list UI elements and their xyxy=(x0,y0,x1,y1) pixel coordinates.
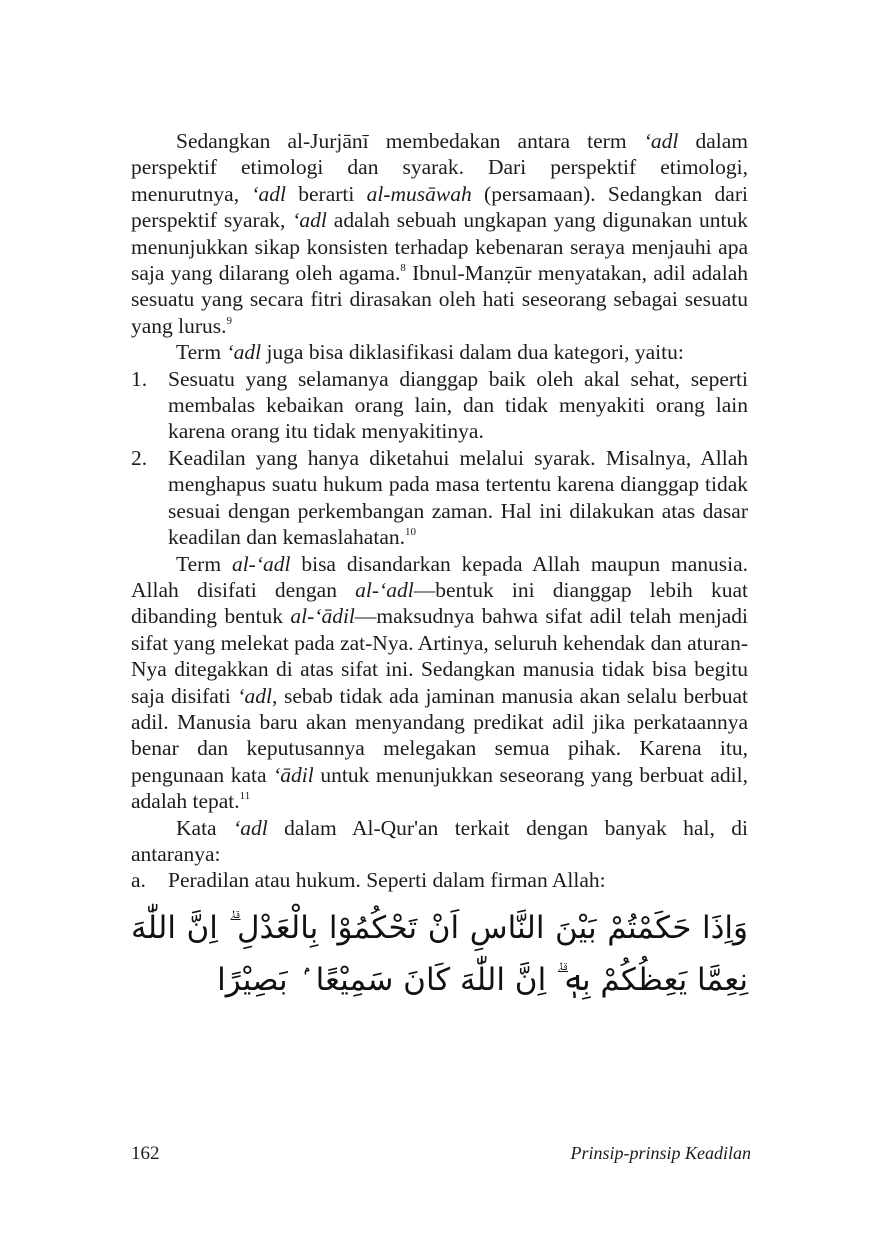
text-run: Term xyxy=(176,551,232,576)
text-run: dalam perspektif etimologi dan syarak. Dari perspektif etimologi, menurutnya, xyxy=(131,129,748,206)
list-letter: a. xyxy=(131,868,146,893)
text-run: (persamaan). Sedangkan dari perspektif syarak, xyxy=(131,181,748,233)
list-item xyxy=(131,445,748,551)
text-run: Sedangkan al-Jurjānī membedakan antara term xyxy=(176,129,644,153)
paragraph-3 xyxy=(131,551,748,815)
italic-term: al-‘ādil xyxy=(290,604,355,629)
italic-term: al-musāwah xyxy=(366,181,472,206)
list-item-text: Keadilan yang hanya diketahui melalui syarak. Misalnya, Allah menghapus suatu hukum pada masa tertentu karena dianggap tidak sesuai dengan perkembangan zaman. Hal ini dilakukan atas dasar keadilan dan kemaslahatan. xyxy=(168,445,748,550)
text-run: Ibnul-Manẓūr menyatakan, adil adalah sesuatu yang secara fitri dirasakan oleh hati seseorang sebagai sesuatu yang lurus. xyxy=(131,261,748,338)
italic-term: ‘adl xyxy=(292,208,327,233)
text-run: Term xyxy=(176,340,227,365)
lettered-list xyxy=(131,867,748,893)
numbered-list xyxy=(131,366,748,551)
italic-term: ‘adl xyxy=(237,683,272,708)
text-run: juga bisa diklasifikasi dalam dua kategori, yaitu: xyxy=(261,340,684,365)
footnote-ref[interactable]: 11 xyxy=(239,790,251,803)
italic-term: ‘adl xyxy=(643,129,679,153)
text-run: Kata xyxy=(176,815,234,840)
text-run: —maksudnya bahwa sifat adil telah menjadi sifat yang melekat pada zat-Nya. Artinya, seluruh kehendak dan aturan-Nya ditegakkan di atas sifat ini. Sedangkan manusia tidak bisa begitu saja disifati xyxy=(131,604,748,708)
list-item-text: Peradilan atau hukum. Seperti dalam firman Allah: xyxy=(168,868,606,893)
list-item xyxy=(131,867,748,893)
text-run: —bentuk ini dianggap lebih kuat dibanding bentuk xyxy=(131,577,748,629)
text-run: , sebab tidak ada jaminan manusia akan selalu berbuat adil. Manusia baru akan menyandang predikat adil jika perkataannya benar dan keputusannya melegakan semua pihak. Karena itu, pengunaan kata xyxy=(131,683,749,787)
italic-term: al-‘adl xyxy=(231,551,291,576)
italic-term: al-‘adl xyxy=(355,577,414,602)
italic-term: ‘ādil xyxy=(273,762,314,787)
italic-term: ‘adl xyxy=(233,815,268,840)
page-number: 162 xyxy=(131,1143,160,1164)
paragraph-2 xyxy=(131,339,748,365)
page-body xyxy=(131,128,748,1006)
list-item xyxy=(131,366,748,445)
running-title: Prinsip-prinsip Keadilan xyxy=(570,1143,751,1163)
text-run: bisa disandarkan kepada Allah maupun manusia. Allah disifati dengan xyxy=(131,551,748,602)
italic-term: ‘adl xyxy=(251,181,286,206)
text-run: adalah sebuah ungkapan yang digunakan untuk menunjukkan sikap konsisten terhadap kebenaran seraya menjauhi apa saja yang dilarang oleh agama. xyxy=(131,208,748,286)
list-item-text: Sesuatu yang selamanya dianggap baik oleh akal sehat, seperti membalas kebaikan orang lain, dan tidak menyakiti orang lain karena orang itu tidak menyakitinya. xyxy=(168,366,748,444)
arabic-verse: وَاِذَا حَكَمْتُمْ بَيْنَ النَّاسِ اَنْ تَحْكُمُوْا بِالْعَدْلِ ۗ اِنَّ اللّٰهَ نِعِمَّا يَعِظُكُمْ بِهٖ ۗ اِنَّ اللّٰهَ كَانَ سَمِيْعًا ۢ بَصِيْرًا xyxy=(131,909,748,998)
page-footer xyxy=(131,1143,751,1165)
text-run: berarti xyxy=(285,181,367,206)
text-run: untuk menunjukkan seseorang yang berbuat adil, adalah tepat. xyxy=(131,762,749,814)
footnote-ref[interactable]: 10 xyxy=(405,526,416,539)
text-run: dalam Al-Qur'an terkait dengan banyak hal, di antaranya: xyxy=(131,815,749,866)
footnote-ref[interactable]: 8 xyxy=(400,262,406,275)
italic-term: ‘adl xyxy=(226,340,262,365)
footnote-ref[interactable]: 9 xyxy=(226,314,233,327)
list-number: 2. xyxy=(131,445,148,470)
paragraph-4 xyxy=(131,815,748,868)
list-number: 1. xyxy=(131,366,148,391)
paragraph-1 xyxy=(131,128,748,339)
